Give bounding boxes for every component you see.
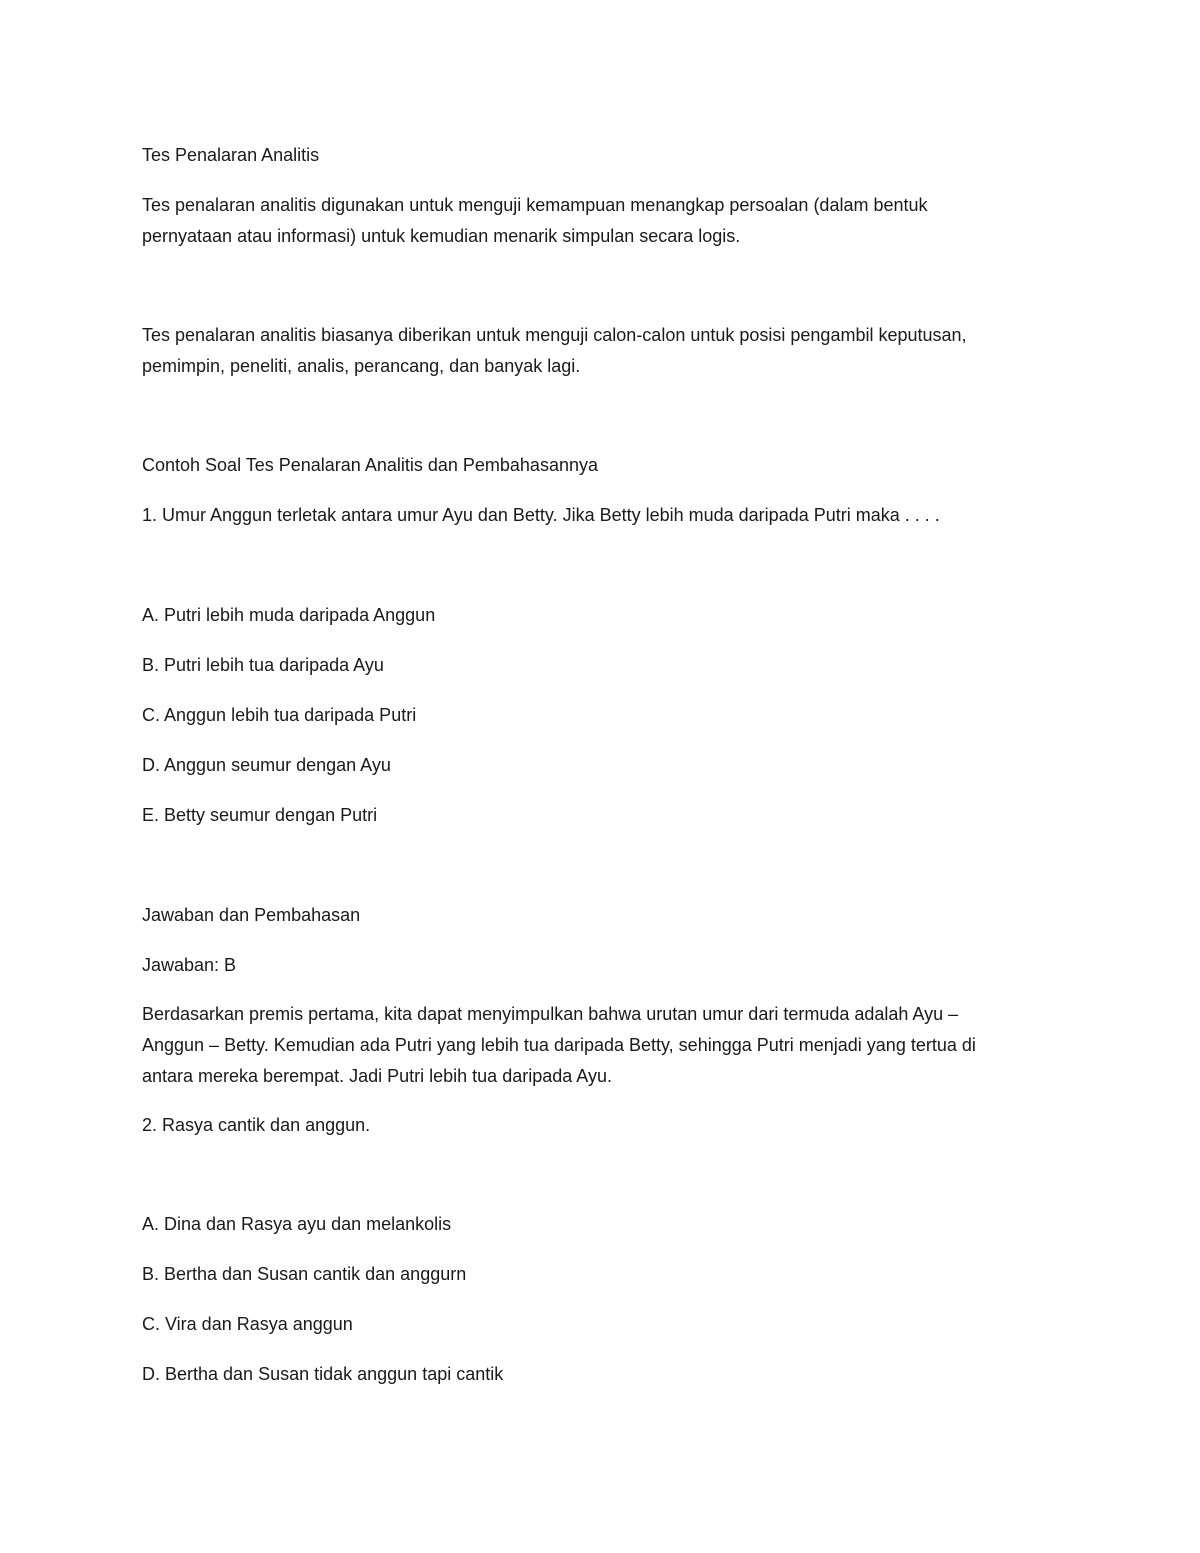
purpose-line-2: pemimpin, peneliti, analis, perancang, dan banyak lagi. bbox=[142, 356, 581, 376]
question-2: 2. Rasya cantik dan anggun. bbox=[142, 1115, 371, 1135]
question-2-option-a: A. Dina dan Rasya ayu dan melankolis bbox=[142, 1214, 452, 1234]
explanation-line-3: antara mereka berempat. Jadi Putri lebih tua daripada Ayu. bbox=[142, 1066, 612, 1086]
intro-line-1: Tes penalaran analitis digunakan untuk menguji kemampuan menangkap persoalan (dalam bentuk bbox=[142, 195, 928, 215]
question-2-option-b: B. Bertha dan Susan cantik dan anggurn bbox=[142, 1264, 467, 1284]
explanation-line-1: Berdasarkan premis pertama, kita dapat menyimpulkan bahwa urutan umur dari termuda adalah Ayu – bbox=[142, 1004, 959, 1024]
explanation-line-2: Anggun – Betty. Kemudian ada Putri yang lebih tua daripada Betty, sehingga Putri menjadi yang tertua di bbox=[142, 1035, 976, 1055]
question-1-option-a: A. Putri lebih muda daripada Anggun bbox=[142, 605, 436, 625]
question-1: 1. Umur Anggun terletak antara umur Ayu dan Betty. Jika Betty lebih muda daripada Putri maka . . . . bbox=[142, 505, 940, 525]
question-1-option-d: D. Anggun seumur dengan Ayu bbox=[142, 755, 391, 775]
examples-heading: Contoh Soal Tes Penalaran Analitis dan Pembahasannya bbox=[142, 455, 598, 475]
question-1-option-b: B. Putri lebih tua daripada Ayu bbox=[142, 655, 384, 675]
intro-line-2: pernyataan atau informasi) untuk kemudian menarik simpulan secara logis. bbox=[142, 226, 741, 246]
question-2-option-c: C. Vira dan Rasya anggun bbox=[142, 1314, 353, 1334]
document-title: Tes Penalaran Analitis bbox=[142, 145, 320, 165]
question-1-option-c: C. Anggun lebih tua daripada Putri bbox=[142, 705, 417, 725]
question-1-option-e: E. Betty seumur dengan Putri bbox=[142, 805, 378, 825]
purpose-line-1: Tes penalaran analitis biasanya diberikan untuk menguji calon-calon untuk posisi pengambil keputusan, bbox=[142, 325, 967, 345]
answer-heading: Jawaban dan Pembahasan bbox=[142, 905, 361, 925]
question-2-option-d: D. Bertha dan Susan tidak anggun tapi cantik bbox=[142, 1364, 504, 1384]
answer: Jawaban: B bbox=[142, 955, 237, 975]
